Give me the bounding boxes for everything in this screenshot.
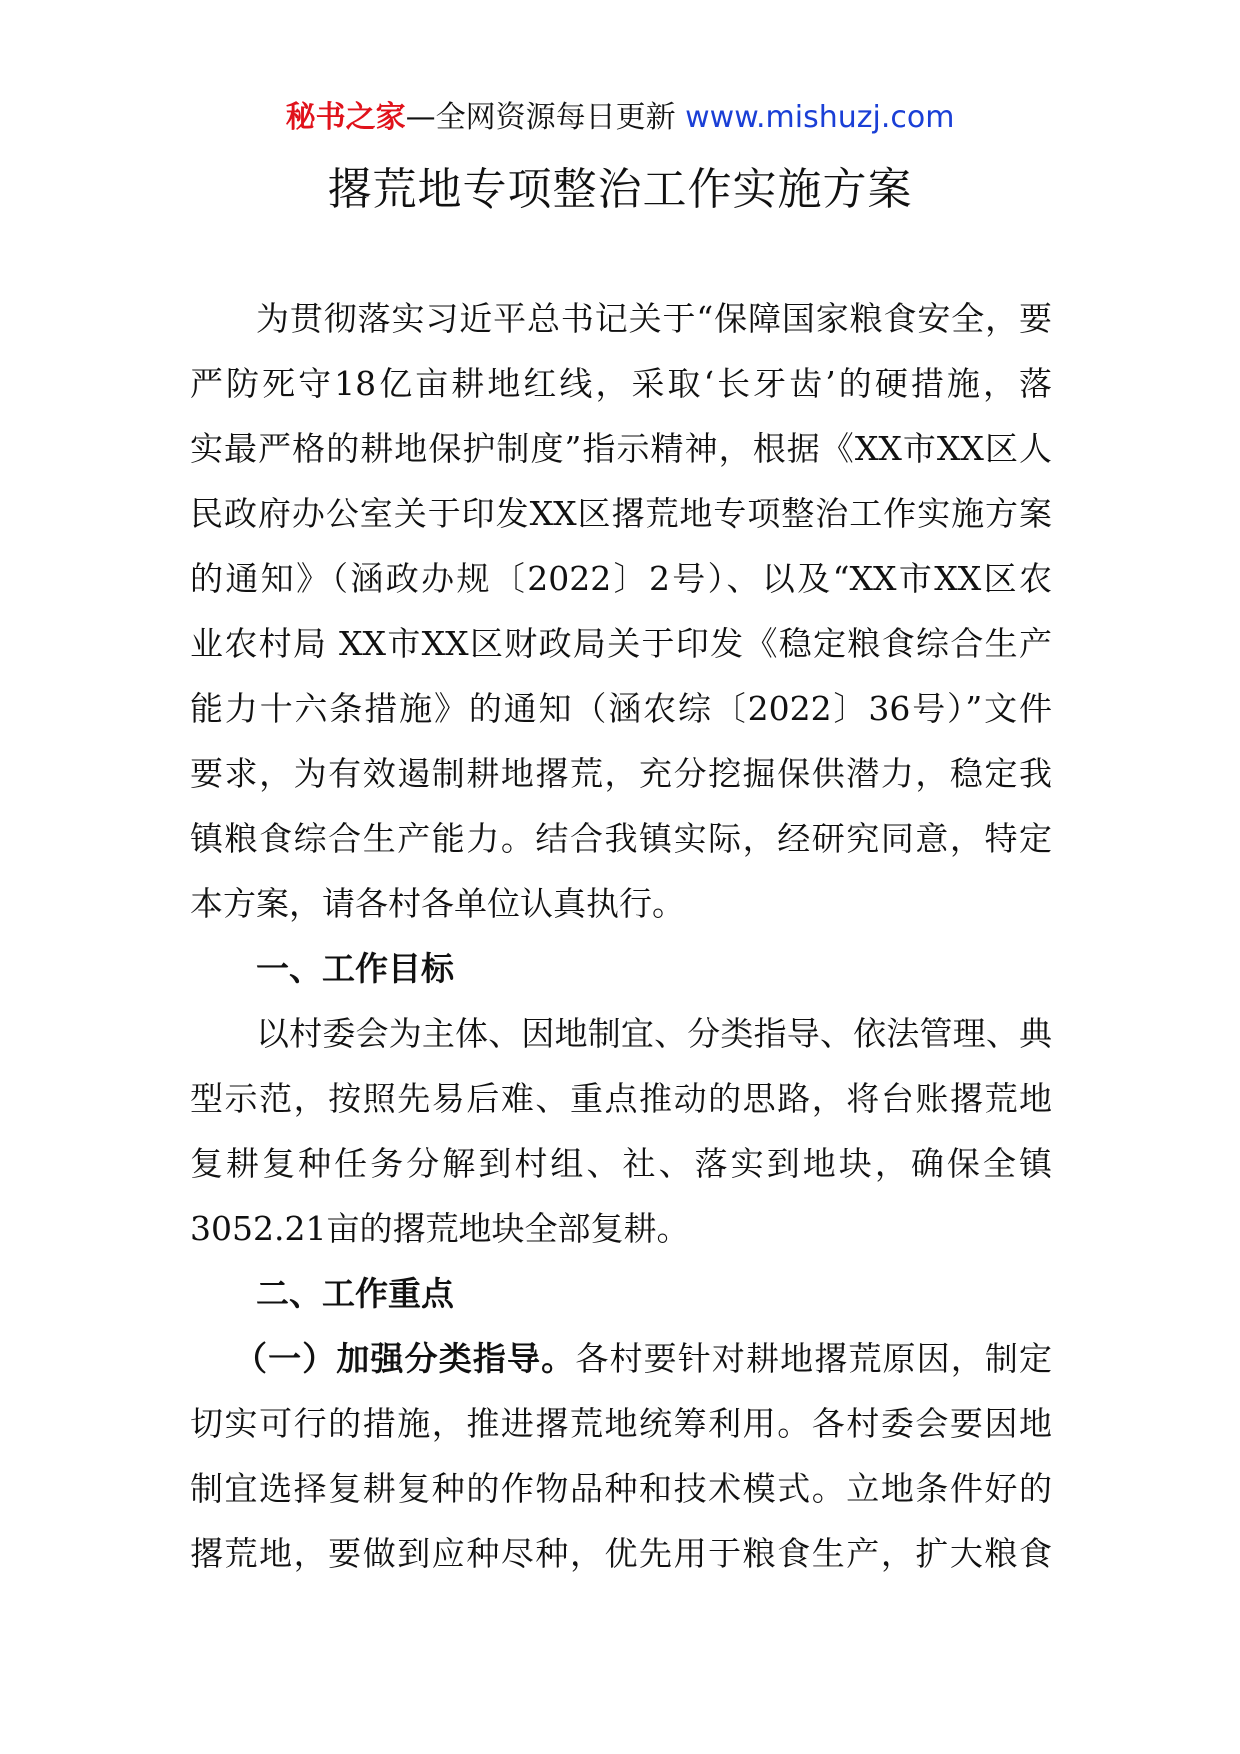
site-header-banner bbox=[0, 98, 1240, 138]
intro-line: 能力十六条措施》的通知（涵农综〔2022〕36号）”文件 bbox=[190, 689, 1052, 728]
intro-line: 严防死守18亿亩耕地红线，采取‘长牙齿’的硬措施，落 bbox=[190, 364, 1052, 403]
priorities-line: 制宜选择复耕复种的作物品种和技术模式。立地条件好的 bbox=[190, 1469, 1052, 1508]
intro-line: 的通知》（涵政办规〔2022〕2号）、以及“XX市XX区农 bbox=[190, 559, 1052, 598]
header-tagline: —全网资源每日更新 bbox=[405, 100, 676, 135]
goals-line: 以村委会为主体、因地制宜、分类指导、依法管理、典 bbox=[256, 1014, 1052, 1053]
intro-line: 为贯彻落实习近平总书记关于“保障国家粮食安全，要 bbox=[256, 299, 1052, 338]
priorities-first-line bbox=[190, 1326, 1052, 1391]
intro-line: 本方案，请各村各单位认真执行。 bbox=[190, 884, 685, 923]
brand-name: 秘书之家 bbox=[285, 100, 406, 135]
priorities-line: 撂荒地，要做到应种尽种，优先用于粮食生产，扩大粮食 bbox=[190, 1534, 1052, 1573]
section-heading-priorities: 二、工作重点 bbox=[256, 1274, 454, 1313]
document-body bbox=[190, 286, 1052, 1586]
goals-line: 型示范，按照先易后难、重点推动的思路，将台账撂荒地 bbox=[190, 1079, 1052, 1118]
intro-line: 要求，为有效遏制耕地撂荒，充分挖掘保供潜力，稳定我 bbox=[190, 754, 1052, 793]
goals-line: 复耕复种任务分解到村组、社、落实到地块，确保全镇 bbox=[190, 1144, 1052, 1183]
site-url-link[interactable]: www.mishuzj.com bbox=[685, 100, 955, 135]
intro-line: 民政府办公室关于印发XX区撂荒地专项整治工作实施方案 bbox=[190, 494, 1052, 533]
section-heading-goals: 一、工作目标 bbox=[256, 949, 454, 988]
document-title: 撂荒地专项整治工作实施方案 bbox=[327, 164, 913, 215]
intro-line: 镇粮食综合生产能力。结合我镇实际，经研究同意，特定 bbox=[190, 819, 1052, 858]
priorities-first-line-rest: 各村要针对耕地撂荒原因，制定 bbox=[575, 1339, 1052, 1378]
intro-line: 业农村局 XX市XX区财政局关于印发《稳定粮食综合生产 bbox=[190, 624, 1052, 663]
goals-line: 3052.21亩的撂荒地块全部复耕。 bbox=[190, 1209, 690, 1248]
intro-line: 实最严格的耕地保护制度”指示精神，根据《XX市XX区人 bbox=[190, 429, 1052, 468]
priorities-line: 切实可行的措施，推进撂荒地统筹利用。各村委会要因地 bbox=[190, 1404, 1052, 1443]
subsection-lead-classification: （一）加强分类指导。 bbox=[234, 1339, 576, 1378]
